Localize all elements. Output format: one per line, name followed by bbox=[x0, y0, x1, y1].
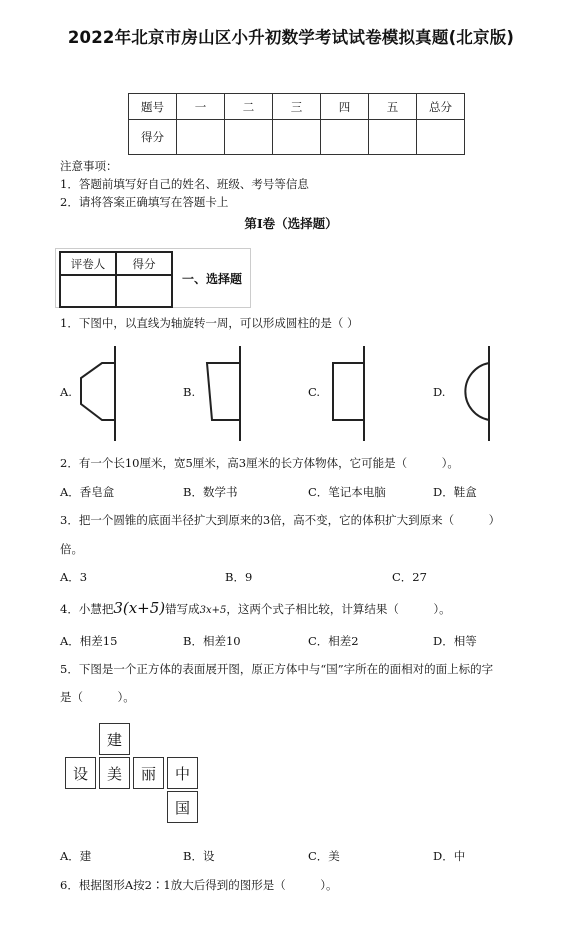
q4-option-a: A．相差15 bbox=[60, 634, 118, 648]
q5-option-a: A．建 bbox=[60, 849, 92, 863]
q1c-shape bbox=[333, 363, 364, 420]
q4-option-d: D．相等 bbox=[433, 634, 477, 648]
net-face: 丽 bbox=[133, 757, 164, 789]
q3-option-b: B．9 bbox=[225, 570, 253, 584]
q3-option-a: A．3 bbox=[60, 570, 88, 584]
question-2: 2．有一个长10厘米，宽5厘米，高3厘米的长方体物体，它可能是（ ）。 bbox=[60, 456, 459, 470]
score-header-cell: 四 bbox=[321, 94, 369, 120]
net-face: 中 bbox=[167, 757, 198, 789]
net-face: 设 bbox=[65, 757, 96, 789]
notes-item: 1．答题前填写好自己的姓名、班级、考号等信息 bbox=[60, 177, 309, 191]
notes-item: 2．请将答案正确填写在答题卡上 bbox=[60, 195, 229, 209]
score-header-cell: 总分 bbox=[417, 94, 465, 120]
question-1: 1．下图中，以直线为轴旋转一周，可以形成圆柱的是（ ） bbox=[60, 316, 359, 330]
net-face-top: 建 bbox=[99, 723, 130, 755]
q4-expression-2: 3x+5 bbox=[199, 605, 227, 616]
score-label: 得分 bbox=[116, 252, 172, 275]
q4-expression-1: 3(x+5) bbox=[113, 599, 166, 617]
score-header-cell: 二 bbox=[225, 94, 273, 120]
q5-option-c: C．美 bbox=[308, 849, 340, 863]
q4-option-b: B．相差10 bbox=[183, 634, 241, 648]
q3-option-c: C．27 bbox=[392, 570, 427, 584]
q1a-shape bbox=[81, 363, 115, 420]
q5-option-d: D．中 bbox=[433, 849, 466, 863]
q4-text-b: 错写成 bbox=[165, 602, 200, 616]
q4-option-c: C．相差2 bbox=[308, 634, 359, 648]
q1-label-c: C. bbox=[308, 385, 321, 399]
q1-label-d: D. bbox=[433, 385, 446, 399]
score-row-label: 得分 bbox=[129, 120, 177, 155]
question-6: 6．根据图形A按2∶1放大后得到的图形是（ ）。 bbox=[60, 878, 338, 892]
question-5-continued: 是（ ）。 bbox=[60, 690, 135, 704]
q1d-shape bbox=[465, 363, 489, 420]
page-title: 2022年北京市房山区小升初数学考试试卷模拟真题(北京版) bbox=[67, 28, 515, 47]
q1-label-a: A. bbox=[60, 385, 72, 399]
question-3-continued: 倍。 bbox=[60, 542, 83, 556]
q4-text-c: ，这两个式子相比较，计算结果（ ）。 bbox=[226, 602, 451, 616]
q2-option-a: A．香皂盒 bbox=[60, 485, 115, 499]
score-header-cell: 题号 bbox=[129, 94, 177, 120]
grader-label: 评卷人 bbox=[60, 252, 116, 275]
q2-option-d: D．鞋盒 bbox=[433, 485, 477, 499]
question-3: 3．把一个圆锥的底面半径扩大到原来的3倍，高不变，它的体积扩大到原来（ ） bbox=[60, 513, 501, 527]
q2-option-b: B．数学书 bbox=[183, 485, 238, 499]
question-4 bbox=[60, 599, 451, 617]
score-header-cell: 三 bbox=[273, 94, 321, 120]
net-face-bottom: 国 bbox=[167, 791, 198, 823]
q4-text-a: 4．小慧把 bbox=[60, 602, 114, 616]
score-header-cell: 一 bbox=[177, 94, 225, 120]
score-header-cell: 五 bbox=[369, 94, 417, 120]
q1-label-b: B. bbox=[183, 385, 196, 399]
net-face: 美 bbox=[99, 757, 130, 789]
part-title: 一、选择题 bbox=[182, 272, 243, 286]
question-5: 5．下图是一个正方体的表面展开图，原正方体中与“国”字所在的面相对的面上标的字 bbox=[60, 662, 494, 676]
notes-heading: 注意事项： bbox=[60, 159, 118, 173]
section-title: 第Ⅰ卷（选择题） bbox=[244, 216, 338, 231]
q2-option-c: C．笔记本电脑 bbox=[308, 485, 386, 499]
q5-option-b: B．设 bbox=[183, 849, 215, 863]
q1b-shape bbox=[207, 363, 240, 420]
